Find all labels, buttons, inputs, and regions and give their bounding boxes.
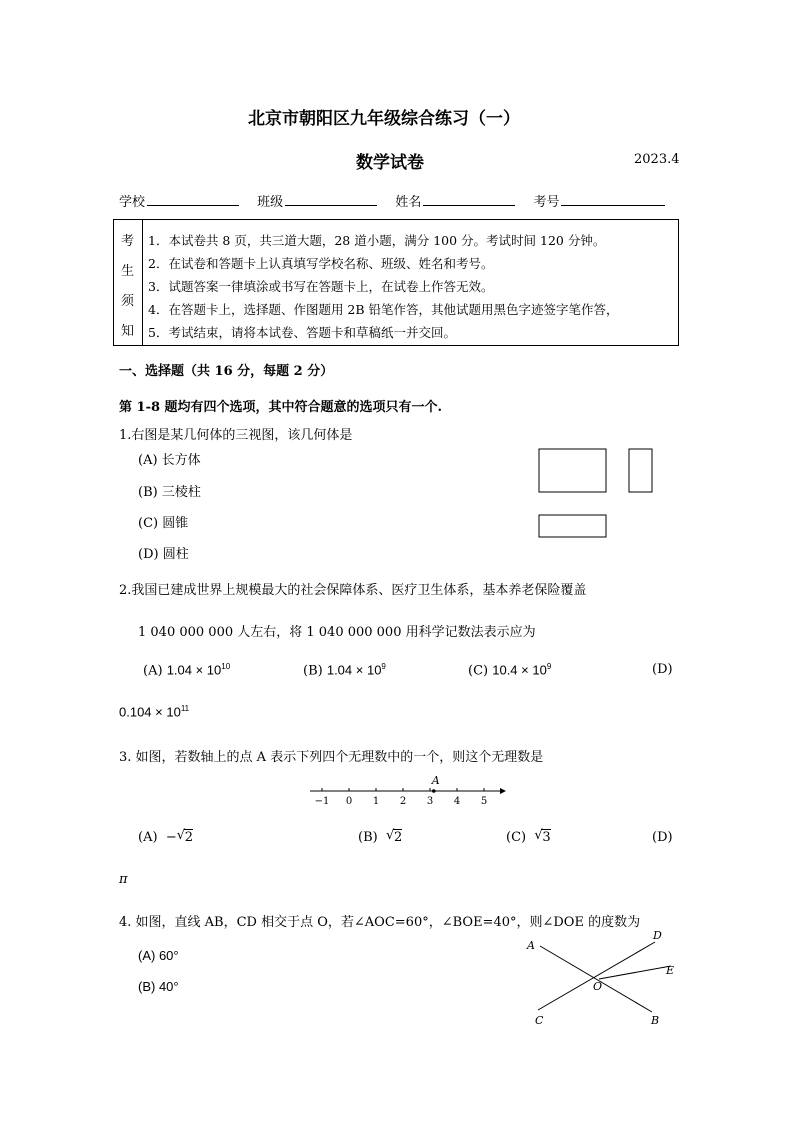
notice-rule: 2．在试卷和答题卡上认真填写学校名称、班级、姓名和考号。	[148, 256, 494, 271]
question-3-stem: 3. 如图，若数轴上的点 A 表示下列四个无理数中的一个，则这个无理数是	[119, 750, 544, 765]
notice-rule: 5．考试结束，请将本试卷、答题卡和草稿纸一并交回。	[148, 325, 456, 340]
point-a	[432, 789, 436, 793]
question-3-option-d-label: (D)	[652, 830, 673, 845]
front-view-rect	[539, 449, 606, 492]
option-label: (C)	[506, 830, 527, 845]
name-label: 姓名	[395, 195, 422, 210]
number-line-tick-label: 4	[453, 796, 461, 807]
option-value: 10.4 × 10	[492, 662, 547, 678]
section-instruction: 第 1-8 题均有四个选项，其中符合题意的选项只有一个.	[119, 400, 443, 415]
number-line-arrow	[500, 788, 506, 794]
notice-rule: 3．试题答案一律填涂或书写在答题卡上，在试卷上作答无效。	[148, 279, 494, 294]
question-2-option-c	[468, 662, 551, 678]
question-4-option-b	[138, 979, 179, 995]
sqrt-expression	[534, 830, 550, 845]
question-3-option-a	[138, 830, 193, 845]
school-label: 学校	[119, 195, 146, 210]
radical-icon: √	[534, 828, 543, 843]
radicand: 2	[184, 830, 193, 845]
question-2-option-d-label: (D)	[652, 662, 673, 677]
class-label: 班级	[257, 195, 284, 210]
question-3-option-b	[358, 830, 402, 845]
radicand: 2	[393, 830, 403, 845]
number-line-tick-label: 5	[480, 796, 488, 807]
option-exponent: 9	[546, 662, 552, 671]
question-3-option-d	[119, 872, 128, 887]
label-a: A	[527, 939, 535, 952]
label-o: O	[593, 980, 603, 993]
three-view-figure	[534, 444, 659, 542]
number-line-tick-label: 0	[345, 796, 353, 807]
label-d: D	[653, 929, 662, 942]
number-line-tick-label: 1	[372, 796, 380, 807]
question-2-option-a	[143, 662, 230, 678]
radicand: 3	[542, 830, 551, 845]
notice-box	[113, 219, 679, 346]
option-text: (B) 40°	[138, 979, 179, 994]
section-heading: 一、选择题（共 16 分，每题 2 分）	[119, 364, 334, 379]
option-value: 1.04 × 10	[166, 662, 222, 678]
number-line-tick-label: 3	[426, 796, 434, 807]
school-blank[interactable]	[147, 193, 239, 206]
question-2-option-d	[119, 704, 189, 720]
side-view-rect	[629, 449, 652, 492]
top-view-rect	[539, 515, 606, 537]
radical-icon: √	[385, 828, 395, 843]
option-prefix: −	[165, 830, 177, 845]
option-label: (A)	[138, 830, 158, 845]
notice-side-char: 知	[121, 324, 135, 339]
line-cd	[538, 942, 655, 1010]
option-exponent: 11	[180, 704, 190, 713]
number-line-tick-label: −1	[314, 796, 330, 807]
question-2-option-b	[303, 662, 386, 678]
option-label: (A)	[143, 663, 163, 679]
option-value: 1.04 × 10	[326, 662, 382, 678]
question-4-stem: 4. 如图，直线 AB，CD 相交于点 O，若∠AOC=60°，∠BOE=40°，则∠DOE 的度数为	[119, 915, 641, 930]
exam-number-blank[interactable]	[561, 193, 665, 206]
question-3-option-c	[506, 830, 551, 845]
option-label: (B)	[358, 830, 378, 845]
question-1-option-d: (D) 圆柱	[138, 547, 189, 562]
option-value: π	[119, 872, 128, 887]
question-2-stem-line2: 1 040 000 000 人左右，将 1 040 000 000 用科学记数法表示应为	[138, 625, 536, 640]
question-4-option-a	[138, 948, 179, 964]
option-value: 0.104 × 10	[119, 704, 181, 720]
notice-rule: 4．在答题卡上，选择题、作图题用 2B 铅笔作答，其他试题用黑色字迹签字笔作答，	[148, 302, 619, 317]
name-blank[interactable]	[423, 193, 515, 206]
number-line	[306, 772, 510, 808]
question-2-stem-line1: 2.我国已建成世界上规模最大的社会保障体系、医疗卫生体系，基本养老保险覆盖	[119, 583, 587, 598]
question-1-option-b: (B) 三棱柱	[138, 485, 201, 500]
label-e: E	[666, 964, 675, 977]
line-ab	[540, 946, 652, 1012]
exam-number-label: 考号	[533, 195, 560, 210]
radical-icon: √	[176, 828, 186, 843]
option-exponent: 10	[221, 662, 231, 671]
question-1-option-a: (A) 长方体	[138, 453, 201, 468]
sqrt-expression	[177, 830, 193, 845]
question-1-stem: 1.右图是某几何体的三视图，该几何体是	[119, 428, 353, 443]
question-1-option-c: (C) 圆锥	[138, 516, 189, 531]
option-exponent: 9	[381, 662, 386, 671]
notice-rule: 1．本试卷共 8 页，共三道大题，28 道小题，满分 100 分。考试时间 120 分钟。	[148, 233, 606, 248]
notice-side-char: 考	[121, 234, 135, 249]
intersecting-lines-figure	[520, 924, 690, 1034]
student-info-row	[119, 191, 665, 210]
option-label: (B)	[303, 663, 323, 679]
number-line-tick-label: 2	[399, 796, 407, 807]
option-text: (A) 60°	[138, 948, 179, 963]
notice-side-char: 生	[121, 264, 135, 279]
page-subtitle: 数学试卷	[356, 153, 424, 173]
option-label: (C)	[468, 663, 489, 679]
class-blank[interactable]	[285, 193, 377, 206]
label-c: C	[535, 1014, 544, 1027]
notice-side	[114, 220, 143, 345]
exam-date: 2023.4	[634, 152, 680, 167]
notice-side-char: 须	[121, 294, 135, 309]
label-b: B	[651, 1014, 660, 1027]
page-title: 北京市朝阳区九年级综合练习（一）	[248, 109, 520, 129]
sqrt-expression	[386, 830, 402, 845]
point-a-label: A	[431, 774, 440, 787]
